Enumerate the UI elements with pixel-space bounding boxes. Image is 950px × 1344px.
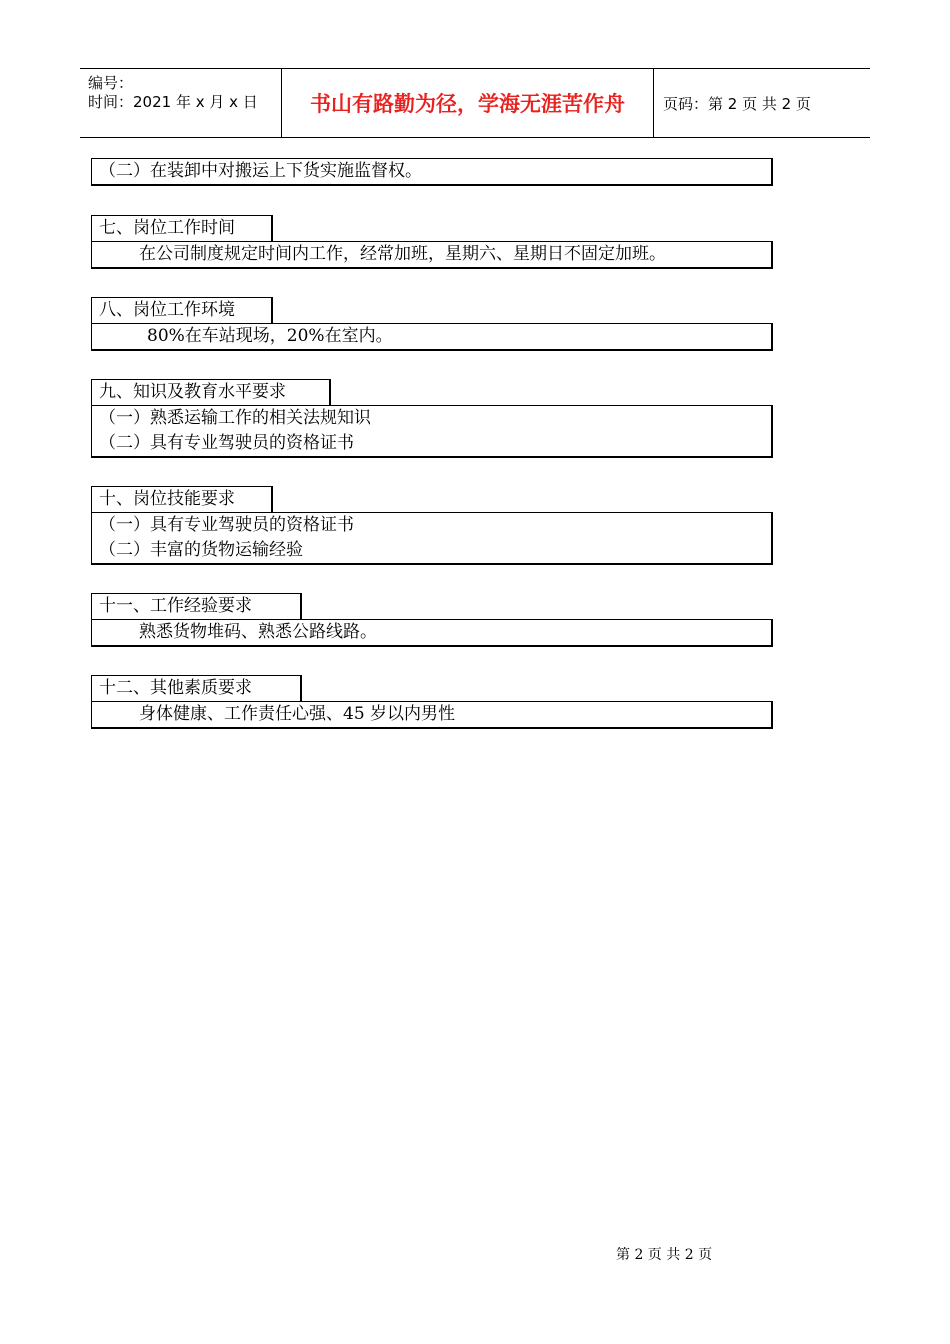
section-box-rights [91,158,773,186]
section-title-other-qualities: 十二、其他素质要求 [91,675,302,701]
header-meta-cell [80,69,282,137]
section-title-work-hours: 七、岗位工作时间 [91,215,273,241]
doc-date-label: 时间：2021 年 x 月 x 日 [88,93,258,111]
section-box-experience [91,619,773,647]
page-header [80,68,870,138]
doc-number-label: 编号： [88,74,134,92]
section-box-education [91,405,773,458]
section-line: （二）具有专业驾驶员的资格证书 [99,433,354,453]
section-line: （二）丰富的货物运输经验 [99,540,303,560]
section-line: 80%在车站现场，20%在室内。 [147,326,393,346]
section-line: （二）在装卸中对搬运上下货实施监督权。 [99,161,422,181]
section-line: 在公司制度规定时间内工作，经常加班，星期六、星期日不固定加班。 [139,244,666,264]
section-line: （一）熟悉运输工作的相关法规知识 [99,408,371,428]
section-title-education: 九、知识及教育水平要求 [91,379,331,405]
section-box-environment [91,323,773,351]
header-page-number: 页码：第 2 页 共 2 页 [663,95,811,113]
section-title-skills: 十、岗位技能要求 [91,486,273,512]
section-box-other-qualities [91,701,773,729]
section-line: 身体健康、工作责任心强、45 岁以内男性 [139,704,456,724]
section-box-skills [91,512,773,565]
section-title-environment: 八、岗位工作环境 [91,297,273,323]
section-line: 熟悉货物堆码、熟悉公路线路。 [139,622,377,642]
page-footer-number: 第 2 页 共 2 页 [616,1247,713,1263]
section-line: （一）具有专业驾驶员的资格证书 [99,515,354,535]
section-title-experience: 十一、工作经验要求 [91,593,302,619]
section-box-work-hours [91,241,773,269]
header-motto: 书山有路勤为径，学海无涯苦作舟 [282,69,654,137]
